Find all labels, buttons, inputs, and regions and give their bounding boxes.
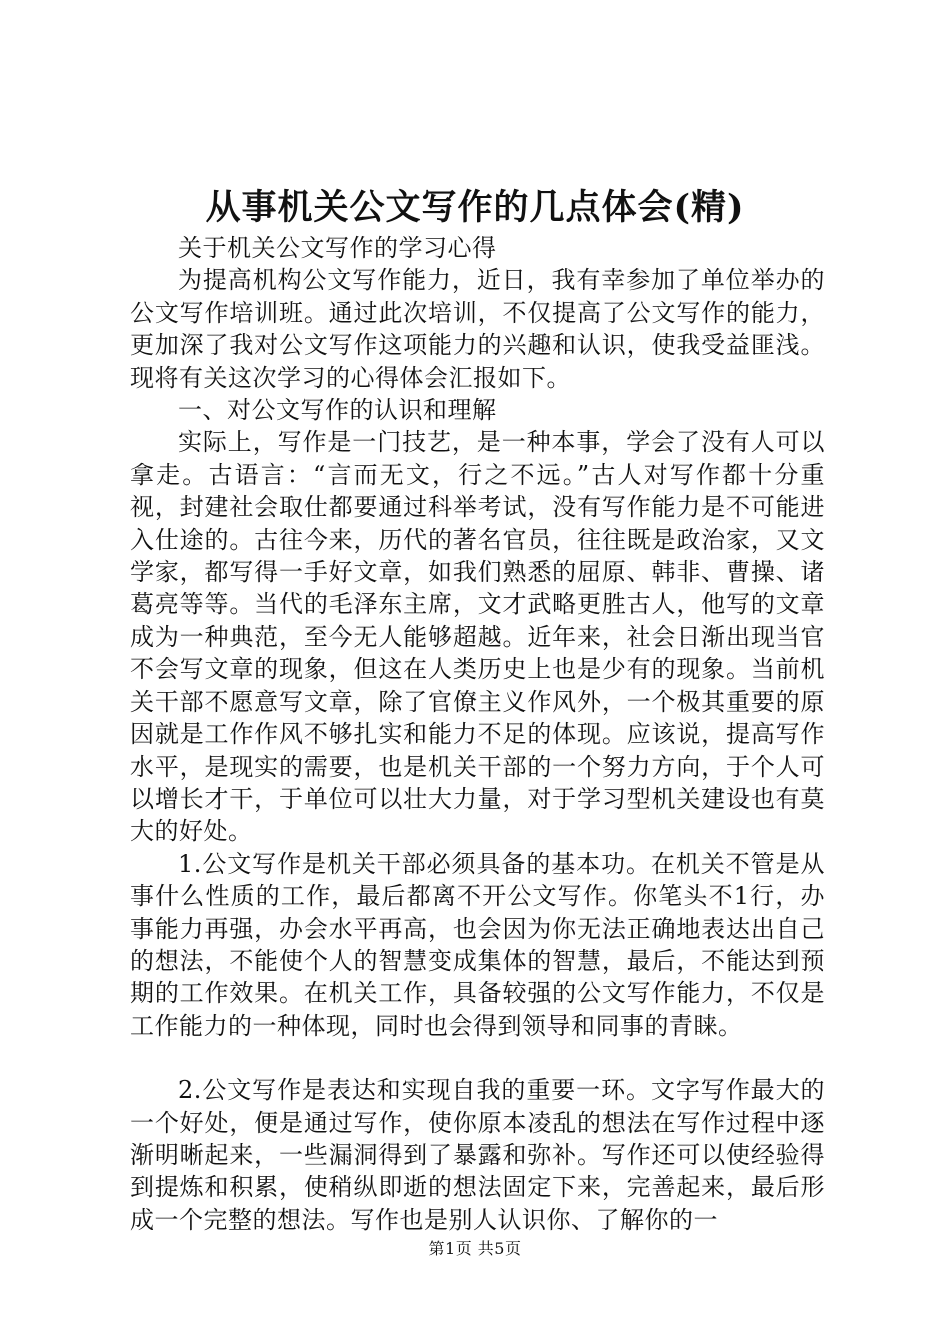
document-title: 从事机关公文写作的几点体会(精) (205, 187, 745, 228)
page-number-footer: 第1页 共5页 (428, 1239, 522, 1258)
point-paragraph-2: 2.公文写作是表达和实现自我的重要一环。文字写作最大的一个好处，便是通过写作，使你原本凌乱的想法在写作过程中逐渐明晰起来，一些漏洞得到了暴露和弥补。写作还可以使经验得到提炼和积累，使稍纵即逝的想法固定下来，完善起来，最后形成一个完整的想法。写作也是别人认识你、了解你的一 (130, 1076, 825, 1234)
subtitle-paragraph: 关于机关公文写作的学习心得 (178, 234, 497, 262)
point-paragraph-1: 1.公文写作是机关干部必须具备的基本功。在机关不管是从事什么性质的工作，最后都离不开公文写作。你笔头不1行，办事能力再强，办会水平再高，也会因为你无法正确地表达出自己的想法，不能使个人的智慧变成集体的智慧，最后，不能达到预期的工作效果。在机关工作，具备较强的公文写作能力，不仅是工作能力的一种体现，同时也会得到领导和同事的青睐。 (130, 849, 825, 1040)
intro-paragraph: 为提高机构公文写作能力，近日，我有幸参加了单位举办的公文写作培训班。通过此次培训，不仅提高了公文写作的能力，更加深了我对公文写作这项能力的兴趣和认识，使我受益匪浅。现将有关这次学习的心得体会汇报如下。 (130, 266, 825, 392)
document-body (130, 232, 825, 1236)
section-heading: 一、对公文写作的认识和理解 (178, 396, 497, 425)
body-paragraph: 实际上，写作是一门技艺，是一种本事，学会了没有人可以拿走。古语言：“言而无文，行之不远。”古人对写作都十分重视，封建社会取仕都要通过科举考试，没有写作能力是不可能进入仕途的。古往今来，历代的著名官员，往往既是政治家，又文学家，都写得一手好文章，如我们熟悉的屈原、韩非、曹操、诸葛亮等等。当代的毛泽东主席，文才武略更胜古人，他写的文章成为一种典范，至今无人能够超越。近年来，社会日渐出现当官不会写文章的现象，但这在人类历史上也是少有的现象。当前机关干部不愿意写文章，除了官僚主义作风外，一个极其重要的原因就是工作作风不够扎实和能力不足的体现。应该说，提高写作水平，是现实的需要，也是机关干部的一个努力方向，于个人可以增长才干，于单位可以壮大力量，对于学习型机关建设也有莫大的好处。 (130, 428, 825, 846)
